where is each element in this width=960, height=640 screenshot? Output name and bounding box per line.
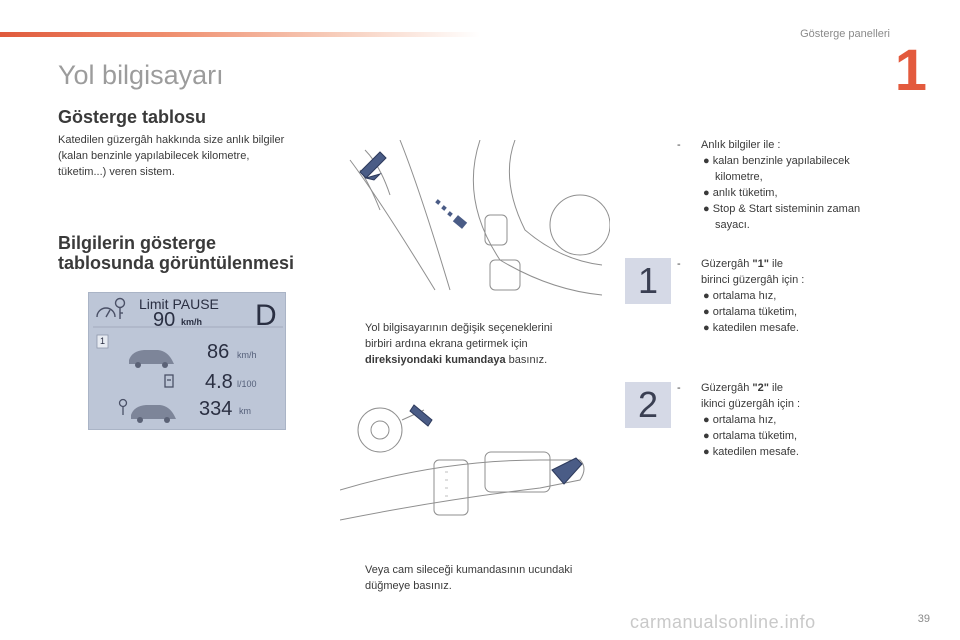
bullet-glyph: ● <box>703 155 710 167</box>
trip-1-heading <box>701 256 907 272</box>
list-item <box>701 320 907 336</box>
instrument-display <box>88 292 286 430</box>
list-item-text: anlık tüketim, <box>712 187 778 199</box>
intro-line: tüketim...) veren sistem. <box>58 166 175 178</box>
trip-icon <box>120 400 127 416</box>
fuel-pump-icon <box>165 375 173 387</box>
list-item <box>701 288 907 304</box>
bullet-glyph: ● <box>703 203 710 215</box>
page-number: 39 <box>917 613 930 625</box>
heading-gosterge-tablosu: Gösterge tablosu <box>58 107 207 127</box>
section-title: Gösterge panelleri <box>800 28 890 40</box>
speed-unit: km/h <box>181 317 203 327</box>
instruction-line: Veya cam sileceği kumandasının ucundaki <box>365 564 573 576</box>
list-item-continuation: sayacı. <box>715 219 750 231</box>
distance-unit: km <box>239 406 251 416</box>
watermark: carmanualsonline.info <box>630 612 816 632</box>
trip-1-subheading: birinci güzergâh için : <box>701 274 805 286</box>
trip-suffix: ile <box>768 258 783 270</box>
bullet-glyph: ● <box>703 322 710 334</box>
gear-indicator: D <box>255 299 277 332</box>
list-intro: Anlık bilgiler ile : <box>701 139 781 151</box>
instruction-line <box>365 352 552 368</box>
trip-2-heading <box>701 380 907 396</box>
list-item-text: ortalama hız, <box>712 290 777 302</box>
instruction-line: Yol bilgisayarının değişik seçeneklerini <box>365 322 553 334</box>
list-item-text: katedilen mesafe. <box>712 446 799 458</box>
instant-info-list <box>677 137 907 233</box>
steering-wheel-controls-illustration <box>340 140 610 300</box>
speed-value: 90 <box>153 309 176 331</box>
bullet-glyph: ● <box>703 446 710 458</box>
average-speed-value: 86 <box>207 341 230 363</box>
list-dash: - <box>677 139 681 151</box>
intro-line: (kalan benzinle yapılabilecek kilometre, <box>58 150 250 162</box>
trip-prefix: Güzergâh <box>701 258 753 270</box>
heading-display-info <box>58 233 294 273</box>
instruction-line: düğmeye basınız. <box>365 580 452 592</box>
press-arrow-icon <box>435 199 467 229</box>
trip-2-subheading: ikinci güzergâh için : <box>701 398 801 410</box>
list-item <box>701 185 907 201</box>
trip-1-list <box>677 256 907 336</box>
list-item-text: ortalama tüketim, <box>712 430 798 442</box>
trip-label: "2" <box>752 382 769 394</box>
consumption-unit: l/100 <box>237 379 257 389</box>
trip-prefix: Güzergâh <box>701 382 753 394</box>
heading-line: tablosunda görüntülenmesi <box>58 253 295 273</box>
header-accent-bar <box>0 32 480 37</box>
intro-paragraph <box>58 132 284 180</box>
trip-label: "1" <box>752 258 769 270</box>
chapter-number: 1 <box>894 38 927 103</box>
list-item-text: Stop & Start sisteminin zaman <box>712 203 861 215</box>
average-speed-unit: km/h <box>237 350 257 360</box>
bullet-glyph: ● <box>703 290 710 302</box>
limit-pause-label: Limit PAUSE <box>139 296 219 312</box>
car-icon-2 <box>131 405 176 423</box>
bullet-glyph: ● <box>703 187 710 199</box>
trip-2-list <box>677 380 907 460</box>
list-item <box>701 412 907 428</box>
instruction-steering <box>365 320 552 368</box>
instruction-end: basınız. <box>505 354 548 366</box>
list-item <box>701 304 907 320</box>
consumption-value: 4.8 <box>205 371 233 393</box>
list-item-continuation: kilometre, <box>715 171 763 183</box>
list-item <box>701 444 907 460</box>
list-item <box>701 201 907 217</box>
page-title: Yol bilgisayarı <box>58 60 224 90</box>
trip-suffix: ile <box>768 382 783 394</box>
bold-phrase: direksiyondaki kumandaya <box>365 354 506 366</box>
list-dash: - <box>677 258 681 270</box>
trip-1-box: 1 <box>625 258 671 304</box>
wiper-stalk-illustration <box>340 390 610 530</box>
list-item-text: katedilen mesafe. <box>712 322 799 334</box>
list-item-text: ortalama hız, <box>712 414 777 426</box>
car-icon <box>129 350 174 368</box>
bullet-glyph: ● <box>703 306 710 318</box>
list-item-text: ortalama tüketim, <box>712 306 798 318</box>
intro-line: Katedilen güzergâh hakkında size anlık bilgiler <box>58 134 285 146</box>
pointer-hand-icon-2 <box>410 405 432 426</box>
list-item <box>701 153 907 169</box>
trip-indicator: 1 <box>100 336 106 346</box>
bullet-glyph: ● <box>703 414 710 426</box>
list-item-text: kalan benzinle yapılabilecek <box>712 155 850 167</box>
list-item <box>701 428 907 444</box>
trip-2-box: 2 <box>625 382 671 428</box>
speed-limit-icon <box>116 299 125 320</box>
bullet-glyph: ● <box>703 430 710 442</box>
instruction-wiper <box>365 562 572 594</box>
heading-line: Bilgilerin gösterge <box>58 233 217 253</box>
distance-value: 334 <box>199 398 233 420</box>
instruction-line: birbiri ardına ekrana getirmek için <box>365 338 528 350</box>
list-dash: - <box>677 382 681 394</box>
speedometer-icon <box>97 308 115 317</box>
